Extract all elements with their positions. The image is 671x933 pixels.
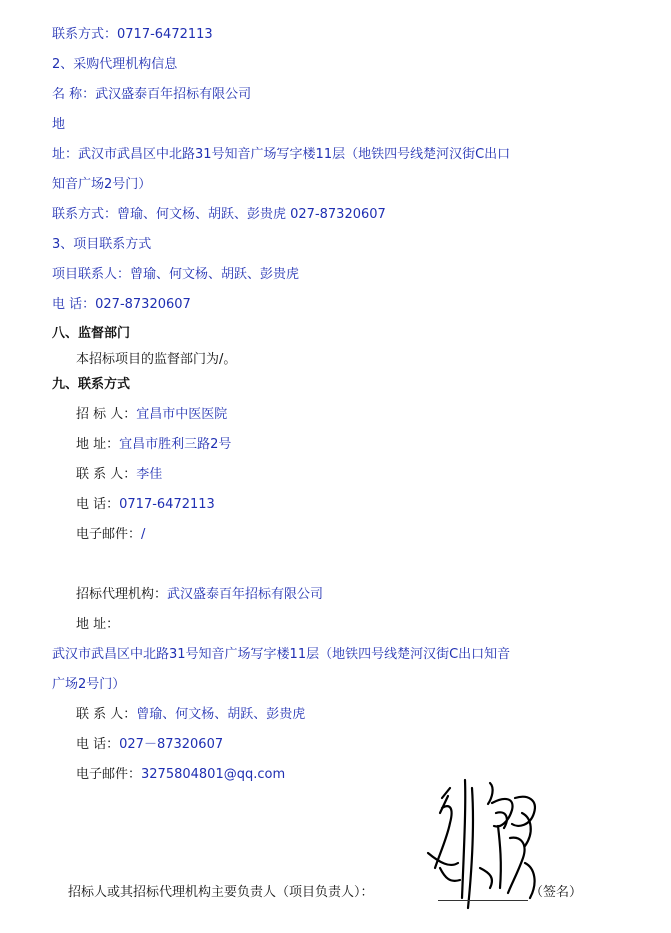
- tenderer-email-value: /: [141, 527, 146, 542]
- agency-value: 武汉盛泰百年招标有限公司: [167, 587, 324, 602]
- tenderer-phone-value: 0717-6472113: [119, 497, 215, 512]
- agency-address-line: 址：武汉市武昌区中北路31号知音广场写字楼11层（地铁四号线楚河汉街C出口: [52, 147, 511, 162]
- tenderer-email-row: [76, 526, 145, 544]
- section-heading-supervision: 八、监督部门: [52, 326, 131, 341]
- signatory-label: 招标人或其招标代理机构主要负责人（项目负责人）：: [68, 885, 374, 900]
- agency-email-row: [76, 766, 285, 784]
- tenderer-address-label: 地 址：: [76, 437, 120, 452]
- tenderer-label: 招 标 人：: [76, 407, 137, 422]
- agency-email-value: 3275804801@qq.com: [141, 767, 286, 782]
- signature-suffix: （签名）: [530, 885, 583, 900]
- agency-phone-value: 027－87320607: [119, 737, 224, 752]
- tenderer-email-label: 电子邮件：: [76, 527, 142, 542]
- agency-phone-row: [76, 736, 223, 754]
- agency-address-char: 地: [52, 117, 66, 132]
- agency-label: 招标代理机构：: [76, 587, 168, 602]
- tenderer-phone-row: [76, 496, 215, 514]
- tenderer-address-row: [76, 436, 231, 454]
- agency-address-label: 地 址：: [76, 617, 120, 632]
- agency-row: [76, 586, 323, 604]
- contact-phone-line: 联系方式：0717-6472113: [52, 27, 213, 42]
- project-contact-heading: 3、项目联系方式: [52, 237, 152, 252]
- tenderer-contact-row: [76, 466, 162, 484]
- agency-address-full-continued: 广场2号门）: [52, 677, 126, 692]
- tenderer-value: 宜昌市中医医院: [136, 407, 228, 422]
- agency-address-continued: 知音广场2号门）: [52, 177, 152, 192]
- agency-contact-row: [76, 706, 305, 724]
- tenderer-row: [76, 406, 227, 424]
- agency-contact-label: 联 系 人：: [76, 707, 137, 722]
- agency-contact-line: 联系方式：曾瑜、何文杨、胡跃、彭贵虎 027-87320607: [52, 207, 386, 222]
- agency-contact-value: 曾瑜、何文杨、胡跃、彭贵虎: [136, 707, 306, 722]
- signature-underline: [438, 900, 528, 901]
- agency-email-label: 电子邮件：: [76, 767, 142, 782]
- agency-phone-label: 电 话：: [76, 737, 120, 752]
- supervision-text: 本招标项目的监督部门为/。: [76, 352, 237, 367]
- agency-info-heading: 2、采购代理机构信息: [52, 57, 178, 72]
- section-heading-contact: 九、联系方式: [52, 377, 131, 392]
- tenderer-phone-label: 电 话：: [76, 497, 120, 512]
- tenderer-contact-label: 联 系 人：: [76, 467, 137, 482]
- agency-address-full: 武汉市武昌区中北路31号知音广场写字楼11层（地铁四号线楚河汉街C出口知音: [52, 647, 511, 662]
- agency-name-line: 名 称：武汉盛泰百年招标有限公司: [52, 87, 252, 102]
- project-contact-person: 项目联系人：曾瑜、何文杨、胡跃、彭贵虎: [52, 267, 300, 282]
- tenderer-contact-value: 李佳: [136, 467, 163, 482]
- project-contact-phone: 电 话：027-87320607: [52, 297, 191, 312]
- tenderer-address-value: 宜昌市胜利三路2号: [119, 437, 232, 452]
